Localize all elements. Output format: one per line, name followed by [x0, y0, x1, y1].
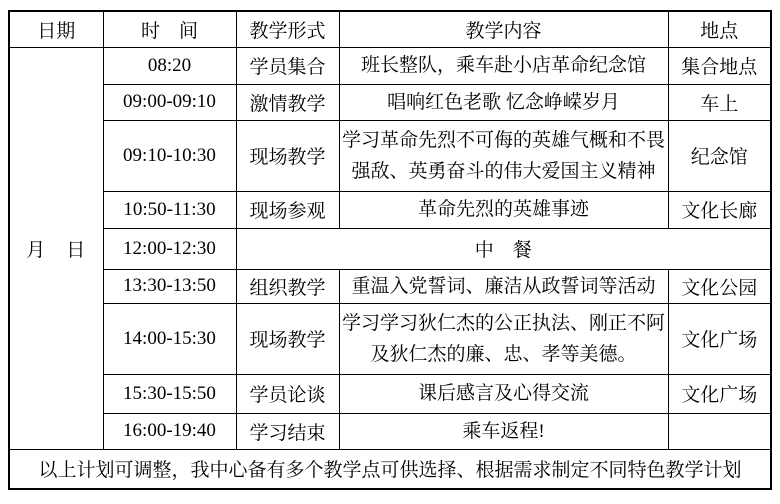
col-header-time: 时 间: [103, 11, 236, 47]
time-cell: 15:30-15:50: [103, 374, 236, 413]
format-cell: 激情教学: [236, 84, 339, 120]
schedule-table: [8, 10, 772, 490]
schedule-row: [9, 413, 771, 449]
format-cell: 现场教学: [236, 303, 339, 374]
time-cell: 14:00-15:30: [103, 303, 236, 374]
header-row: [9, 11, 771, 47]
content-cell: 班长整队，乘车赴小店革命纪念馆: [339, 47, 668, 84]
content-cell: 学习革命先烈不可侮的英雄气概和不畏强敌、英勇奋斗的伟大爱国主义精神: [339, 120, 668, 191]
format-cell: 现场教学: [236, 120, 339, 191]
format-cell: 学员集合: [236, 47, 339, 84]
content-cell: 乘车返程!: [339, 413, 668, 449]
location-cell: [668, 413, 771, 449]
schedule-row: [9, 269, 771, 303]
col-header-location: 地点: [668, 11, 771, 47]
footer-note: 以上计划可调整，我中心备有多个教学点可供选择、根据需求制定不同特色教学计划: [9, 449, 771, 489]
location-cell: 文化广场: [668, 374, 771, 413]
content-cell: 课后感言及心得交流: [339, 374, 668, 413]
format-cell: 学习结束: [236, 413, 339, 449]
location-cell: 文化公园: [668, 269, 771, 303]
col-header-format: 教学形式: [236, 11, 339, 47]
schedule-row: [9, 120, 771, 191]
content-cell: 重温入党誓词、廉洁从政誓词等活动: [339, 269, 668, 303]
col-header-date: 日期: [9, 11, 103, 47]
location-cell: 车上: [668, 84, 771, 120]
format-cell: 组织教学: [236, 269, 339, 303]
content-cell: 学习学习狄仁杰的公正执法、刚正不阿及狄仁杰的廉、忠、孝等美德。: [339, 303, 668, 374]
schedule-row: [9, 191, 771, 228]
time-cell: 13:30-13:50: [103, 269, 236, 303]
schedule-row: [9, 47, 771, 84]
time-cell: 10:50-11:30: [103, 191, 236, 228]
location-cell: 文化长廊: [668, 191, 771, 228]
location-cell: 文化广场: [668, 303, 771, 374]
format-cell: 学员论谈: [236, 374, 339, 413]
content-cell: 革命先烈的英雄事迹: [339, 191, 668, 228]
date-cell: 月 日: [9, 47, 103, 449]
schedule-row-lunch: [9, 228, 771, 269]
schedule-row: [9, 374, 771, 413]
location-cell: 纪念馆: [668, 120, 771, 191]
schedule-row: [9, 303, 771, 374]
location-cell: 集合地点: [668, 47, 771, 84]
time-cell: 16:00-19:40: [103, 413, 236, 449]
format-cell: 现场参观: [236, 191, 339, 228]
col-header-content: 教学内容: [339, 11, 668, 47]
schedule-row: [9, 84, 771, 120]
content-cell: 唱响红色老歌 忆念峥嵘岁月: [339, 84, 668, 120]
footer-row: [9, 449, 771, 489]
time-cell: 09:10-10:30: [103, 120, 236, 191]
time-cell: 08:20: [103, 47, 236, 84]
time-cell: 12:00-12:30: [103, 228, 236, 269]
time-cell: 09:00-09:10: [103, 84, 236, 120]
lunch-merged-cell: 中 餐: [236, 228, 771, 269]
